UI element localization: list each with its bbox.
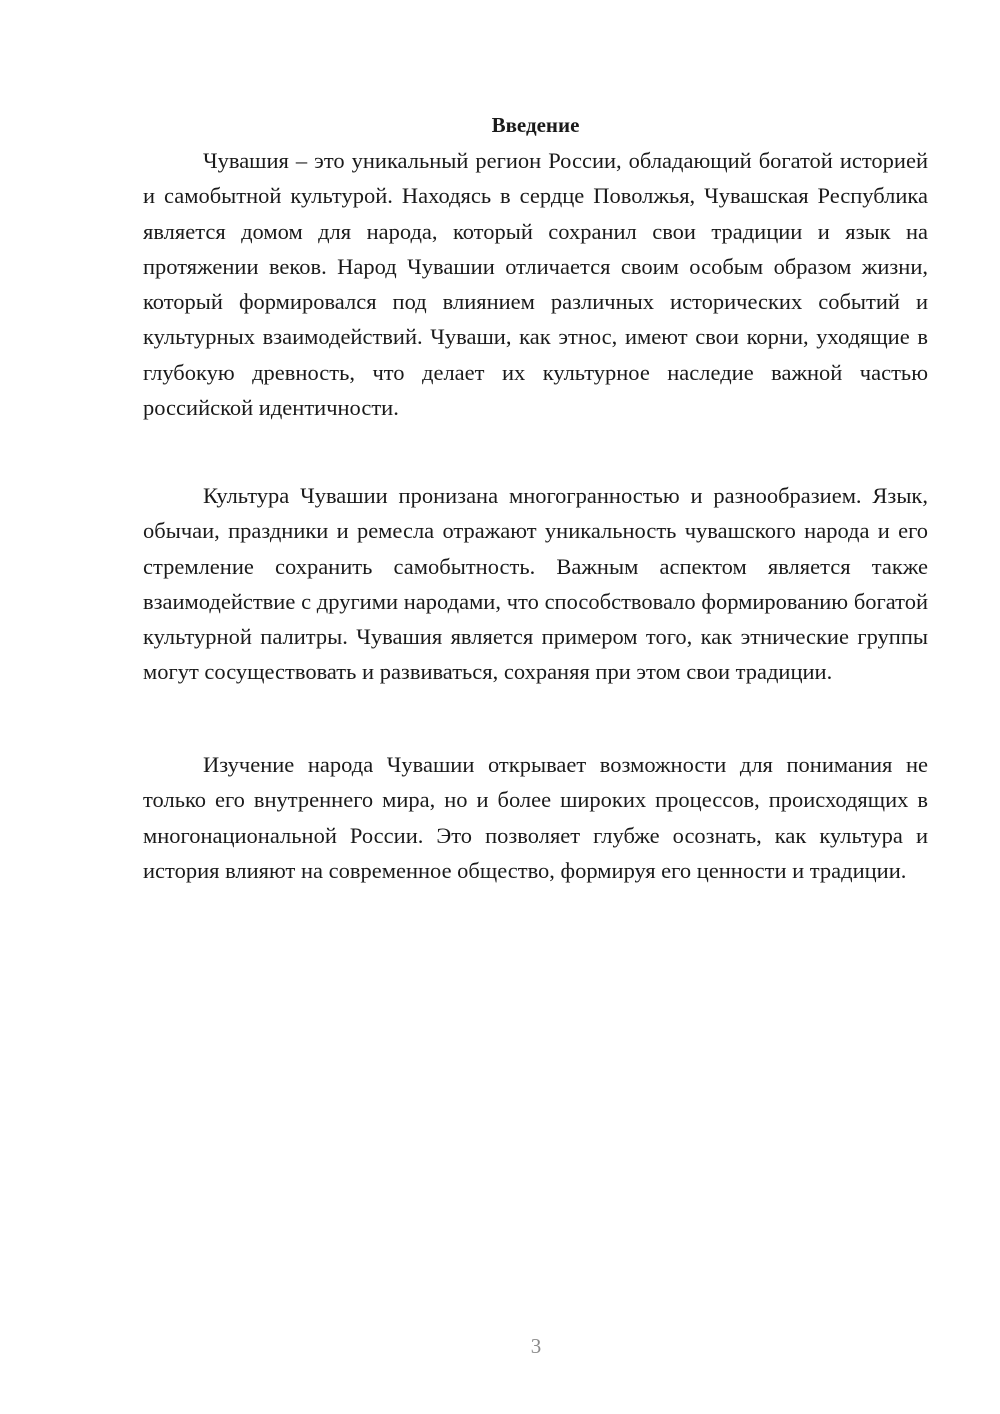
page-number: 3	[530, 1334, 542, 1358]
section-title: Введение	[491, 113, 580, 138]
paragraph-culture: Культура Чувашии пронизана многогранностью и разнообразием. Язык, обычаи, праздники и ремесла отражают уникальность чувашского народа и его стремление сохранить самобытность. Важным аспектом является также взаимодействие с другими народами, что способствовало формированию богатой культурной палитры. Чувашия является примером того, как этнические группы могут сосуществовать и развиваться, сохраняя при этом свои традиции.	[143, 483, 928, 685]
paragraph-study: Изучение народа Чувашии открывает возможности для понимания не только его внутреннего мира, но и более широких процессов, происходящих в многонациональной России. Это позволяет глубже осознать, как культура и история влияют на современное общество, формируя его ценности и традиции.	[143, 752, 928, 883]
paragraph-intro: Чувашия – это уникальный регион России, обладающий богатой историей и самобытной культурой. Находясь в сердце Поволжья, Чувашская Республика является домом для народа, который сохранил свои традиции и язык на протяжении веков. Народ Чувашии отличается своим особым образом жизни, который формировался под влиянием различных исторических событий и культурных взаимодействий. Чуваши, как этнос, имеют свои корни, уходящие в глубокую древность, что делает их культурное наследие важной частью российской идентичности.	[143, 148, 928, 421]
